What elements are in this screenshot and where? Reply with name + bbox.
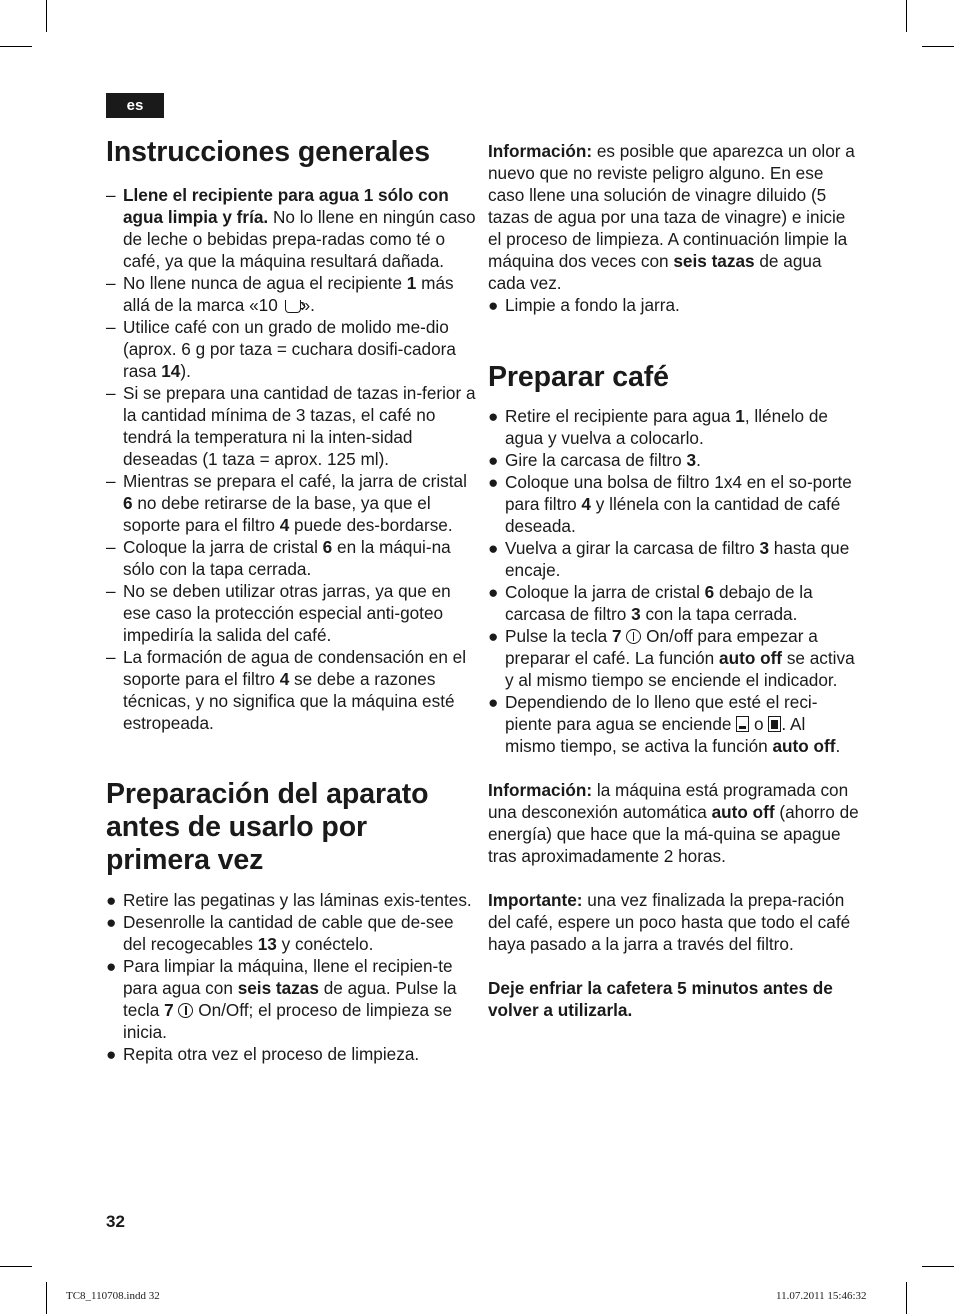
list-item: ● Repita otra vez el proceso de limpieza. xyxy=(106,1044,420,1064)
list-item: – Llene el recipiente para agua 1 sólo con agua limpia y fría. No lo llene en ningún caso de leche o bebidas prepa-radas como té o café, ya que la máquina resultará dañada. xyxy=(106,185,476,271)
crop-mark xyxy=(906,1282,907,1314)
list-item: ● Pulse la tecla 7 On/off para empezar a preparar el café. La función auto off se activa y al mismo tiempo se enciende el indicador. xyxy=(488,626,855,690)
list-item: ● Retire el recipiente para agua 1, llénelo de agua y vuelva a colocarlo. xyxy=(488,406,828,448)
list-item: ● Retire las pegatinas y las láminas exis-tentes. xyxy=(106,890,472,910)
left-column xyxy=(106,136,478,1065)
list-item: – No llene nunca de agua el recipiente 1 más allá de la marca «10 ». xyxy=(106,273,454,315)
list-item: – Si se prepara una cantidad de tazas in-ferior a la cantidad mínima de 3 tazas, el café no tendrá la temperatura ni la inten-sidad deseadas (1 taza = aprox. 125 ml). xyxy=(106,383,476,469)
crop-mark xyxy=(906,0,907,32)
title-line: antes de usarlo por xyxy=(106,811,368,843)
crop-mark xyxy=(0,46,32,47)
info-list xyxy=(488,294,860,316)
cooldown-warning: Deje enfriar la cafetera 5 minutos antes de volver a utilizarla. xyxy=(488,978,833,1020)
list-item: ● Desenrolle la cantidad de cable que de-see del recogecables 13 y conéctelo. xyxy=(106,912,454,954)
crop-mark xyxy=(922,1266,954,1267)
list-item: ● Limpie a fondo la jarra. xyxy=(488,295,680,315)
page-number: 32 xyxy=(106,1212,125,1231)
list-item: – Utilice café con un grado de molido me-dio (aprox. 6 g por taza = cuchara dosifi-cadora rasa 14). xyxy=(106,317,456,381)
list-item: – Mientras se prepara el café, la jarra de cristal 6 no debe retirarse de la base, ya que el soporte para el filtro 4 puede des-bordarse. xyxy=(106,471,467,535)
language-tab: es xyxy=(106,93,164,118)
power-icon xyxy=(178,1003,193,1018)
brew-steps-list xyxy=(488,405,860,757)
right-column xyxy=(488,140,860,1021)
crop-mark xyxy=(922,46,954,47)
list-item: ● Vuelva a girar la carcasa de filtro 3 hasta que encaje. xyxy=(488,538,850,580)
list-item: – La formación de agua de condensación en el soporte para el filtro 4 se debe a razones técnicas, y no significa que la máquina esté estropeada. xyxy=(106,647,467,733)
list-item: – Coloque la jarra de cristal 6 en la máqui-na sólo con la tapa cerrada. xyxy=(106,537,451,579)
water-tank-full-icon xyxy=(768,716,781,732)
print-slug-file: TC8_110708.indd 32 xyxy=(66,1290,160,1302)
first-use-list xyxy=(106,889,478,1065)
title-line: Preparación del aparato xyxy=(106,778,429,810)
info-paragraph: Información: es posible que aparezca un olor a nuevo que no reviste peligro alguno. En ese caso llene una solución de vinagre diluido (5 tazas de agua por una taza de vinagre) e inicie el proceso de limpieza. A continuación limpie la máquina dos veces con seis tazas de agua cada vez. xyxy=(488,141,855,293)
list-item: ● Para limpiar la máquina, llene el recipien-te para agua con seis tazas de agua. Pulse la tecla 7 On/Off; el proceso de limpieza se inicia. xyxy=(106,956,457,1042)
list-item: ● Coloque la jarra de cristal 6 debajo de la carcasa de filtro 3 con la tapa cerrada. xyxy=(488,582,813,624)
title-line: primera vez xyxy=(106,844,264,876)
section-title-general: Instrucciones generales xyxy=(106,136,431,168)
water-tank-low-icon xyxy=(736,716,749,732)
list-item: ● Coloque una bolsa de filtro 1x4 en el so-porte para filtro 4 y llénela con la cantidad de café deseada. xyxy=(488,472,852,536)
crop-mark xyxy=(46,0,47,32)
important-paragraph: Importante: una vez finalizada la prepa-ración del café, espere un poco hasta que todo el café haya pasado a la jarra a través del filtro. xyxy=(488,890,851,954)
crop-mark xyxy=(46,1282,47,1314)
crop-mark xyxy=(0,1266,32,1267)
general-instructions-list xyxy=(106,184,478,734)
power-icon xyxy=(626,629,641,644)
list-item: ● Dependiendo de lo lleno que esté el reci-piente para agua se enciende o . Al mismo tiempo, se activa la función auto off. xyxy=(488,692,841,756)
section-title-first-use xyxy=(106,778,478,877)
list-item: ● Gire la carcasa de filtro 3. xyxy=(488,450,701,470)
section-title-brew: Preparar café xyxy=(488,361,669,393)
print-slug-date: 11.07.2011 15:46:32 xyxy=(776,1290,867,1302)
info-paragraph-auto-off: Información: la máquina está programada con una desconexión automática auto off (ahorro de energía) que hace que la má-quina se apague tras aproximadamente 2 horas. xyxy=(488,780,859,866)
cup-icon xyxy=(285,300,301,313)
list-item: – No se deben utilizar otras jarras, ya que en ese caso la protección especial anti-goteo impediría la salida del café. xyxy=(106,581,451,645)
